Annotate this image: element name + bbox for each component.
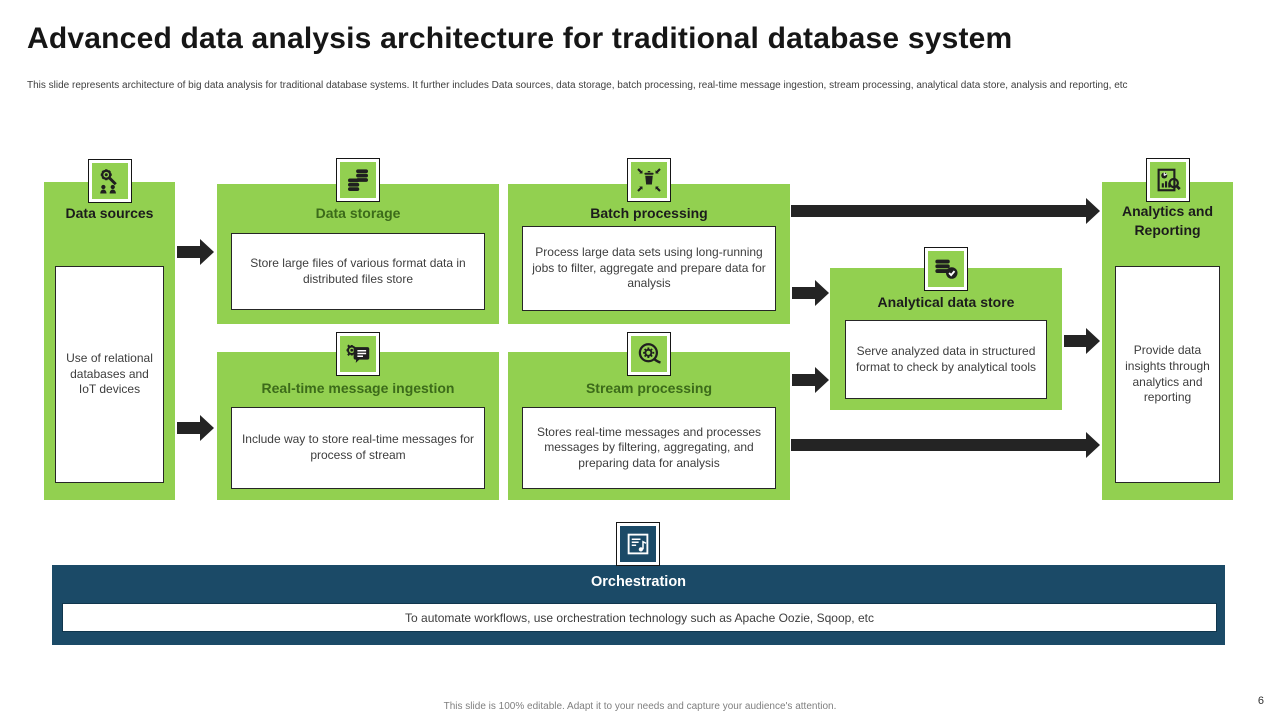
arrow-stream-to-analytics (791, 432, 1100, 458)
node-batch-processing (508, 184, 790, 324)
analytical-store-icon-chip (924, 247, 968, 291)
node-realtime-message-ingestion (217, 352, 499, 500)
node-title: Data storage (315, 205, 401, 221)
gear-loop-icon (634, 339, 664, 369)
node-body: Stores real-time messages and processes messages by filtering, aggregating, and preparing data for analysis (522, 407, 776, 489)
data-sources-icon-chip (88, 159, 132, 203)
bin-corner-arrows-icon (634, 165, 664, 195)
page-title: Advanced data analysis architecture for traditional database system (27, 22, 1013, 55)
orchestration-icon-chip (616, 522, 660, 566)
node-body: Serve analyzed data in structured format to check by analytical tools (845, 320, 1047, 399)
realtime-ingestion-icon-chip (336, 332, 380, 376)
node-title: Stream processing (585, 380, 713, 396)
database-stack-icon (343, 165, 373, 195)
stream-processing-icon-chip (627, 332, 671, 376)
node-title: Real-time message ingestion (261, 380, 455, 396)
page-subtitle: This slide represents architecture of big data analysis for traditional database systems. It further includes Data sources, data storage, batch processing, real-time message ingestion, stream processing, analytical data store, analysis and reporting, etc (27, 80, 1128, 91)
orchestration-bar (52, 565, 1225, 645)
node-analytical-data-store (830, 268, 1062, 410)
node-title: Analytical data store (877, 294, 1015, 310)
data-storage-icon-chip (336, 158, 380, 202)
arrow-batch-to-store (792, 280, 829, 306)
arrow-batch-to-analytics (791, 198, 1100, 224)
arrow-store-to-analytics (1064, 328, 1100, 354)
document-music-note-icon (623, 529, 653, 559)
node-body: Provide data insights through analytics and reporting (1115, 266, 1220, 483)
arrow-stream-to-store (792, 367, 829, 393)
database-check-icon (931, 254, 961, 284)
report-magnifier-icon (1153, 165, 1183, 195)
node-body: Store large files of various format data in distributed files store (231, 233, 485, 310)
node-title: Analytics and Reporting (1121, 203, 1214, 238)
gear-chat-bubble-icon (343, 339, 373, 369)
orchestration-title: Orchestration (590, 574, 687, 590)
node-analytics-and-reporting (1102, 182, 1233, 500)
node-data-sources (44, 182, 175, 500)
gear-magnifier-people-icon (95, 166, 125, 196)
analytics-reporting-icon-chip (1146, 158, 1190, 202)
arrow-sources-to-storage (177, 239, 214, 265)
node-data-storage (217, 184, 499, 324)
node-stream-processing (508, 352, 790, 500)
node-body: Use of relational databases and IoT devices (55, 266, 164, 483)
node-body: Process large data sets using long-running jobs to filter, aggregate and prepare data for analysis (522, 226, 776, 311)
node-title: Batch processing (590, 205, 708, 221)
editable-note: This slide is 100% editable. Adapt it to your needs and capture your audience's attention. (443, 701, 837, 712)
orchestration-body: To automate workflows, use orchestration technology such as Apache Oozie, Sqoop, etc (62, 603, 1217, 632)
node-title: Data sources (65, 205, 154, 221)
arrow-sources-to-ingestion (177, 415, 214, 441)
page-number: 6 (1257, 695, 1264, 707)
node-body: Include way to store real-time messages for process of stream (231, 407, 485, 489)
batch-processing-icon-chip (627, 158, 671, 202)
